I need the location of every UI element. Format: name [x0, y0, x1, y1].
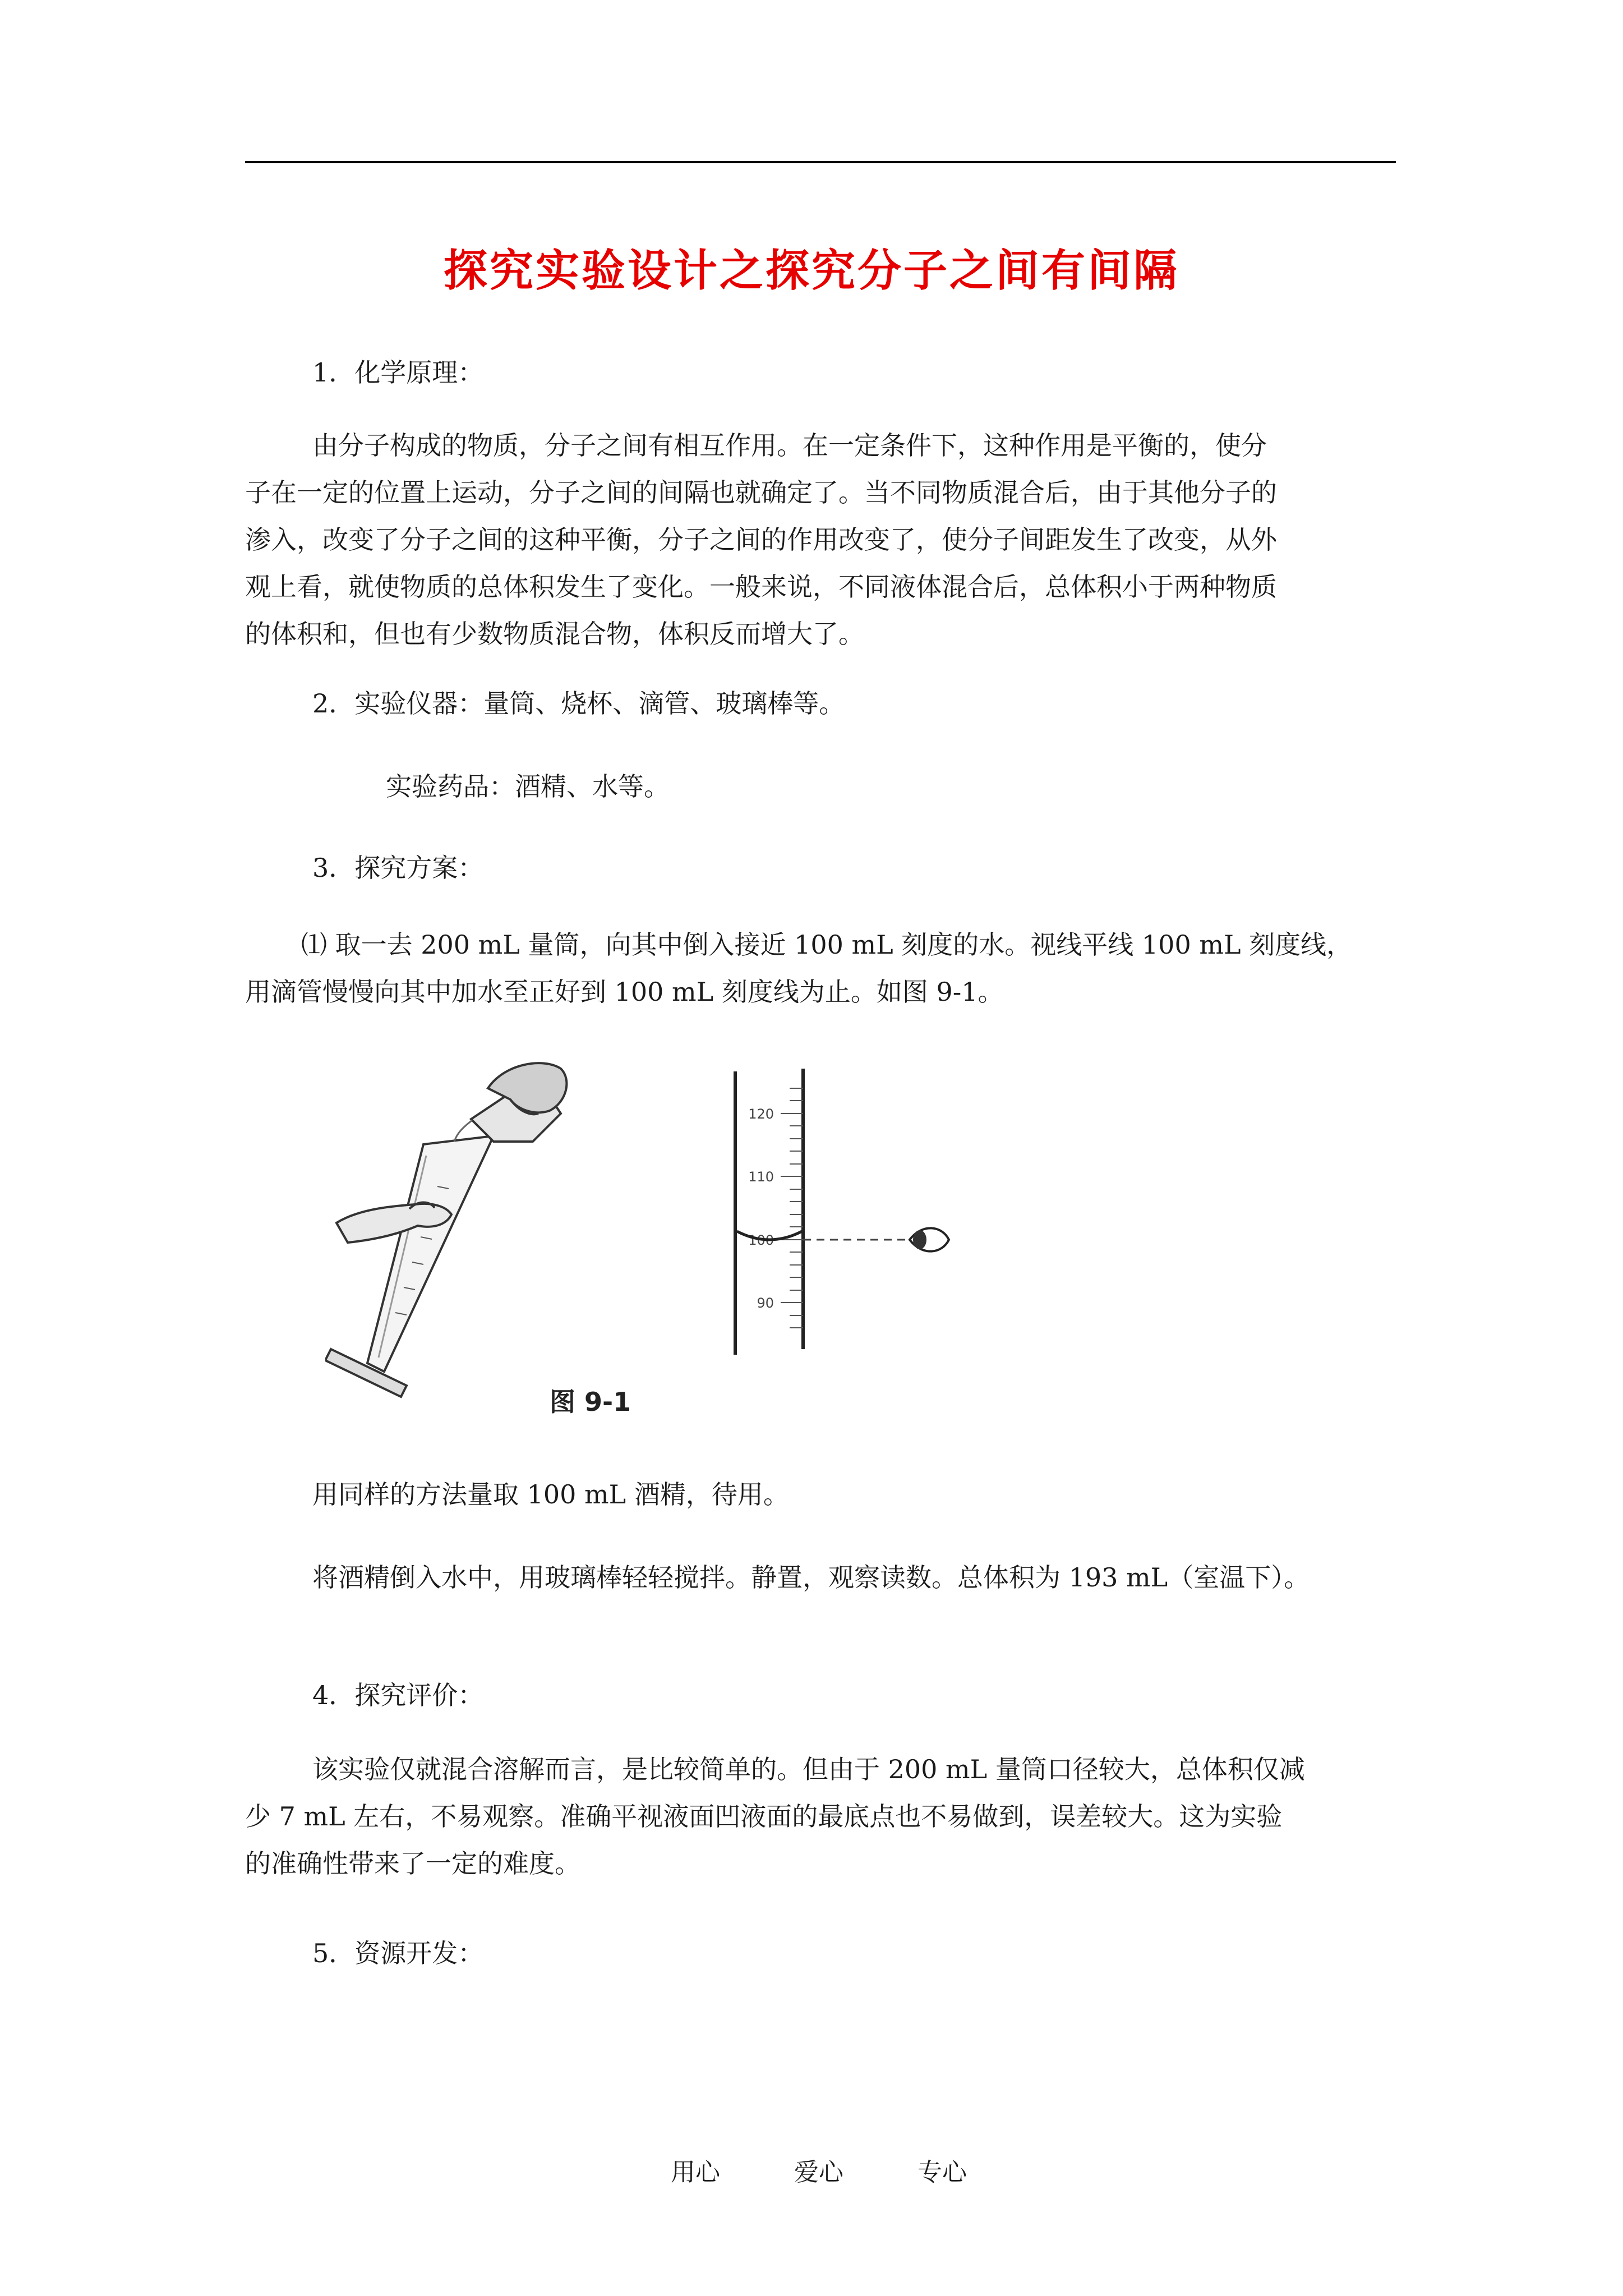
pouring-illustration: [325, 1063, 566, 1397]
paragraph-line: 的准确性带来了一定的难度。: [245, 1848, 580, 1879]
footer-item: 用心: [671, 2158, 720, 2187]
section-3-step-2: 用同样的方法量取 100 mL 酒精，待用。: [312, 1479, 789, 1510]
paragraph-line: 渗入，改变了分子之间的这种平衡，分子之间的作用改变了，使分子间距发生了改变，从外: [245, 524, 1277, 555]
section-1-paragraph: [245, 422, 1396, 657]
paragraph-line: 少 7 mL 左右，不易观察。准确平视液面凹液面的最底点也不易做到，误差较大。这为实验: [245, 1801, 1283, 1832]
scale-label-100: 100: [748, 1232, 774, 1248]
paragraph-line: 观上看，就使物质的总体积发生了变化。一般来说，不同液体混合后，总体积小于两种物质: [245, 572, 1277, 602]
eye-icon: [910, 1228, 949, 1251]
paragraph-line: ⑴ 取一去 200 mL 量筒，向其中倒入接近 100 mL 刻度的水。视线平线 100 mL 刻度线，: [301, 930, 1353, 960]
meniscus-diagram: [735, 1069, 949, 1355]
section-1-heading: 1．化学原理：: [312, 357, 484, 388]
section-2-heading: 2．实验仪器：量筒、烧杯、滴管、玻璃棒等。: [312, 688, 845, 719]
paragraph-line: 子在一定的位置上运动，分子之间的间隔也就确定了。当不同物质混合后，由于其他分子的: [245, 477, 1277, 508]
section-3-step-3: 将酒精倒入水中，用玻璃棒轻轻搅拌。静置，观察读数。总体积为 193 mL（室温下）。: [312, 1562, 1310, 1593]
scale-label-90: 90: [757, 1295, 774, 1311]
footer-item: 爱心: [794, 2158, 843, 2187]
figure-9-1: [325, 1057, 959, 1422]
section-2-reagents: 实验药品：酒精、水等。: [386, 771, 670, 802]
scale-label-120: 120: [748, 1106, 774, 1122]
section-4-heading: 4．探究评价：: [312, 1680, 484, 1710]
section-3-step-1: [245, 921, 1396, 1015]
paragraph-line: 用滴管慢慢向其中加水至正好到 100 mL 刻度线为止。如图 9-1。: [245, 977, 1004, 1007]
section-3-heading: 3．探究方案：: [312, 853, 484, 883]
section-4-paragraph: [245, 1746, 1396, 1887]
footer-item: 专心: [917, 2158, 967, 2187]
figure-illustration: [325, 1057, 959, 1422]
paragraph-line: 该实验仅就混合溶解而言，是比较简单的。但由于 200 mL 量筒口径较大，总体积仅减: [312, 1754, 1305, 1784]
header-rule: [245, 161, 1396, 163]
scale-ticks: [781, 1088, 803, 1328]
paragraph-line: 由分子构成的物质，分子之间有相互作用。在一定条件下，这种作用是平衡的，使分: [312, 430, 1267, 461]
scale-label-110: 110: [748, 1169, 774, 1185]
section-5-heading: 5．资源开发：: [312, 1938, 484, 1968]
paragraph-line: 的体积和，但也有少数物质混合物，体积反而增大了。: [245, 619, 864, 649]
figure-caption: 图 9-1: [550, 1387, 631, 1417]
document-title: 探究实验设计之探究分子之间有间隔: [443, 246, 1179, 296]
